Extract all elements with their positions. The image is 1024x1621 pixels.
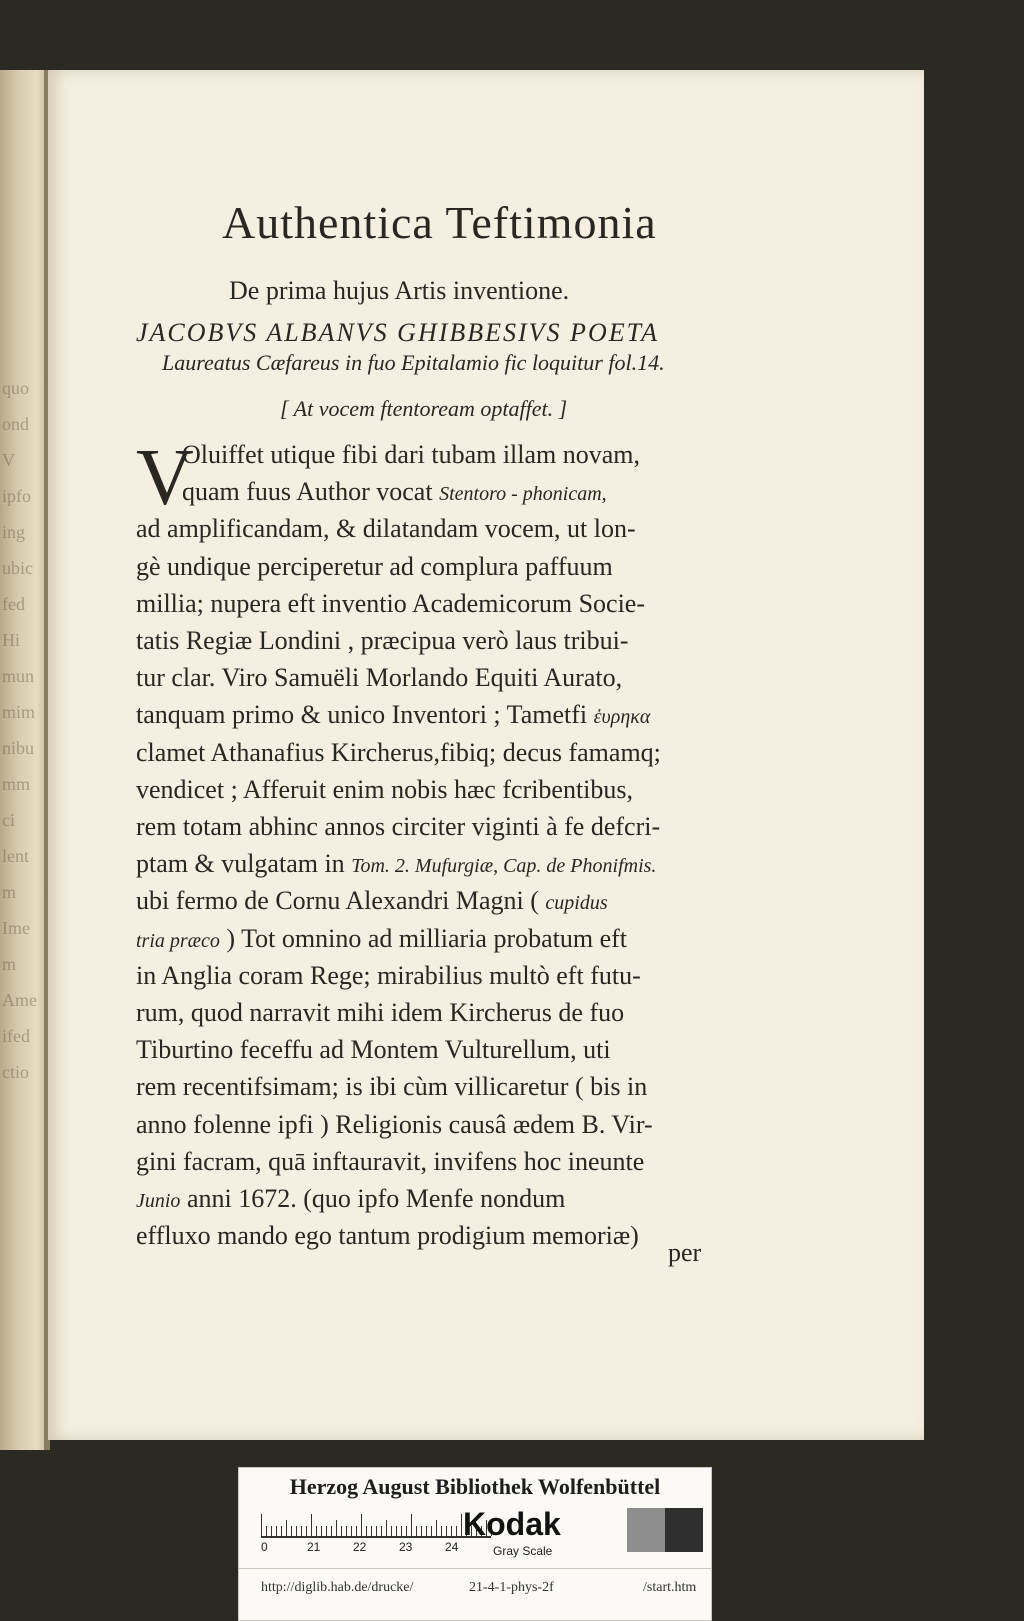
- ruler-tick: [266, 1526, 267, 1536]
- left-page-fragment: fed: [2, 594, 25, 614]
- body-line-text: ptam & vulgatam in: [136, 849, 345, 879]
- body-line-text: Tiburtino feceffu ad Montem Vulturellum, uti: [136, 1035, 611, 1065]
- body-line-text: ) Tot omnino ad milliaria probatum eft: [226, 923, 628, 953]
- body-line: [136, 886, 608, 918]
- author-subheading: Laureatus Cæfareus in fuo Epitalamio fic loquitur fol.14.: [162, 350, 665, 375]
- body-line: [136, 775, 633, 807]
- ruler-tick: [276, 1526, 277, 1536]
- ruler-tick: [376, 1526, 377, 1536]
- left-page-fragment: ci: [2, 810, 15, 830]
- url-left: http://diglib.hab.de/drucke/: [261, 1580, 414, 1595]
- ruler-tick: [331, 1526, 332, 1536]
- gray-swatch-dark: [665, 1508, 703, 1552]
- ruler-tick: [291, 1526, 292, 1536]
- ruler-tick: [281, 1526, 282, 1536]
- ruler-label: 24: [445, 1540, 459, 1554]
- body-line: [136, 1147, 644, 1179]
- body-line-text: rum, quod narravit mihi idem Kircherus de fuo: [136, 998, 625, 1027]
- ruler-tick: [316, 1526, 317, 1536]
- body-line: [136, 1110, 653, 1142]
- body-line: [136, 1035, 611, 1067]
- ruler-tick: [371, 1526, 372, 1536]
- body-line-text: tatis Regiæ Londini , præcipua verò laus tribui-: [136, 626, 629, 655]
- left-page-fragment: mm: [2, 774, 31, 794]
- left-page-fragment: quo: [2, 378, 29, 398]
- ruler-tick: [261, 1514, 262, 1536]
- ruler-tick: [356, 1526, 357, 1536]
- ruler-tick: [431, 1526, 432, 1536]
- body-line: [136, 1184, 565, 1216]
- left-page-edge: [0, 70, 46, 1450]
- ruler-tick: [336, 1520, 337, 1536]
- ruler-tick: [306, 1526, 307, 1536]
- ruler-tick: [326, 1526, 327, 1536]
- ruler-tick: [271, 1526, 272, 1536]
- left-page-fragment: ifed: [2, 1026, 30, 1046]
- ruler-tick: [286, 1520, 287, 1536]
- ruler-tick: [446, 1526, 447, 1536]
- left-page-fragment: ubic: [2, 558, 33, 578]
- ruler-tick: [406, 1526, 407, 1536]
- left-page-fragment: m: [2, 954, 17, 974]
- body-line: [136, 626, 628, 658]
- left-page-fragment: mim: [2, 702, 36, 722]
- left-page-fragment: nibu: [2, 738, 35, 758]
- body-line: [136, 1072, 647, 1104]
- url-right: /start.htm: [643, 1580, 697, 1595]
- body-line-italic: tria præco: [136, 929, 220, 952]
- body-line-text: quam fuus Author vocat: [182, 477, 433, 507]
- body-line-text: rem recentifsimam; is ibi cùm villicaretur ( bis in: [136, 1072, 648, 1102]
- body-line: [182, 440, 640, 472]
- ruler-tick: [461, 1514, 462, 1536]
- left-page-fragment: ctio: [2, 1062, 29, 1082]
- body-line-text: in Anglia coram Rege; mirabilius multò eft futu-: [136, 960, 641, 990]
- ruler-tick: [441, 1526, 442, 1536]
- body-line-italic: ἑυρηκα: [593, 706, 651, 729]
- ruler-tick: [361, 1514, 362, 1536]
- dropcap-letter: V: [136, 434, 194, 522]
- ruler-tick: [296, 1526, 297, 1536]
- left-page-fragment: ing: [2, 522, 26, 542]
- body-line-text: Oluiffet utique fibi dari tubam illam novam,: [182, 440, 641, 469]
- body-line-text: ad amplificandam, & dilatandam vocem, ut lon-: [136, 514, 636, 544]
- body-line: [136, 961, 641, 993]
- ruler-tick: [346, 1526, 347, 1536]
- ruler-tick: [386, 1520, 387, 1536]
- body-line-italic: Junio: [136, 1190, 181, 1212]
- body-line: [136, 552, 613, 584]
- ruler-tick: [421, 1526, 422, 1536]
- ruler-tick: [436, 1520, 437, 1536]
- ruler-tick: [381, 1526, 382, 1536]
- color-calibration-card: [238, 1467, 712, 1621]
- left-page-fragment: lent: [2, 846, 29, 866]
- ruler-tick: [341, 1526, 342, 1536]
- catchword: per: [668, 1238, 702, 1267]
- ruler-label: 23: [399, 1540, 413, 1554]
- url-middle: 21-4-1-phys-2f: [469, 1580, 554, 1595]
- ruler-tick: [396, 1526, 397, 1536]
- ruler-tick: [426, 1526, 427, 1536]
- ruler-scale: [261, 1512, 491, 1538]
- ruler-tick: [301, 1526, 302, 1536]
- body-line-italic: cupidus: [545, 892, 608, 915]
- ruler-tick: [311, 1514, 312, 1536]
- body-line: [136, 924, 627, 956]
- ruler-tick: [451, 1526, 452, 1536]
- card-divider: [239, 1568, 711, 1569]
- left-page-fragment: Hi: [2, 630, 20, 650]
- body-line: [136, 1221, 639, 1253]
- ruler-label: 0: [261, 1540, 268, 1554]
- quote-line: [ At vocem ftentoream optaffet. ]: [280, 396, 568, 421]
- left-page-fragment: Ime: [2, 918, 30, 938]
- ruler-label: 22: [353, 1540, 367, 1554]
- body-line-text: effluxo mando ego tantum prodigium memoriæ): [136, 1221, 639, 1251]
- ruler-tick: [351, 1526, 352, 1536]
- left-page-fragment: ipfo: [2, 486, 31, 506]
- body-line-text: rem totam abhinc annos circiter viginti à fe defcri-: [136, 812, 661, 841]
- ruler-tick: [456, 1526, 457, 1536]
- body-line-text: millia; nupera eft inventio Academicorum Socie-: [136, 588, 646, 618]
- ruler-tick: [416, 1526, 417, 1536]
- ruler-tick: [321, 1526, 322, 1536]
- body-line: [182, 477, 607, 509]
- body-line: [136, 998, 624, 1030]
- left-page-margin-text: [2, 370, 42, 1370]
- body-line-text: clamet Athanafius Kircherus,fibiq; decus famamq;: [136, 737, 661, 767]
- ruler-tick: [391, 1526, 392, 1536]
- body-line: [136, 589, 645, 621]
- body-line: [136, 514, 636, 546]
- gray-scale-label: Gray Scale: [493, 1544, 553, 1558]
- left-page-fragment: ond: [2, 414, 29, 434]
- body-line-text: tur clar. Viro Samuëli Morlando Equiti Aurato,: [136, 663, 623, 693]
- ruler-tick: [401, 1526, 402, 1536]
- body-line: [136, 738, 661, 770]
- body-line-text: gè undique perciperetur ad complura paffuum: [136, 551, 613, 581]
- body-line-text: vendicet ; Afferuit enim nobis hæc fcribentibus,: [136, 774, 634, 804]
- body-line-italic: Stentoro - phonicam,: [439, 483, 607, 506]
- ruler-tick: [411, 1514, 412, 1536]
- body-line-text: ubi fermo de Cornu Alexandri Magni (: [136, 886, 539, 916]
- body-line-text: tanquam primo & unico Inventori ; Tametfi: [136, 700, 588, 730]
- ruler-label: 21: [307, 1540, 321, 1554]
- author-heading: JACOBVS ALBANVS GHIBBESIVS POETA: [136, 318, 660, 347]
- left-page-fragment: mun: [2, 666, 35, 686]
- body-line: [136, 812, 660, 844]
- body-line: [136, 849, 656, 881]
- body-line-italic: Tom. 2. Mufurgiæ, Cap. de Phonifmis.: [351, 855, 657, 878]
- page-title: Authentica Teftimonia: [222, 197, 657, 248]
- body-line-text: anni 1672. (quo ipfo Menfe nondum: [186, 1184, 566, 1213]
- gray-swatch-light: [627, 1508, 665, 1552]
- body-line-text: gini facram, quā inftauravit, invifens hoc ineunte: [136, 1146, 645, 1176]
- left-page-fragment: m: [2, 882, 17, 902]
- left-page-fragment: Ame: [2, 990, 37, 1010]
- body-line-text: anno folenne ipfi ) Religionis causâ ædem B. Vir-: [136, 1109, 653, 1139]
- kodak-logo: Kodak: [463, 1506, 561, 1542]
- card-title: Herzog August Bibliothek Wolfenbüttel: [289, 1474, 661, 1499]
- body-line: [136, 700, 650, 732]
- ruler-tick: [366, 1526, 367, 1536]
- page-subtitle: De prima hujus Artis inventione.: [229, 276, 570, 305]
- body-line: [136, 663, 622, 695]
- left-page-fragment: V: [2, 450, 15, 470]
